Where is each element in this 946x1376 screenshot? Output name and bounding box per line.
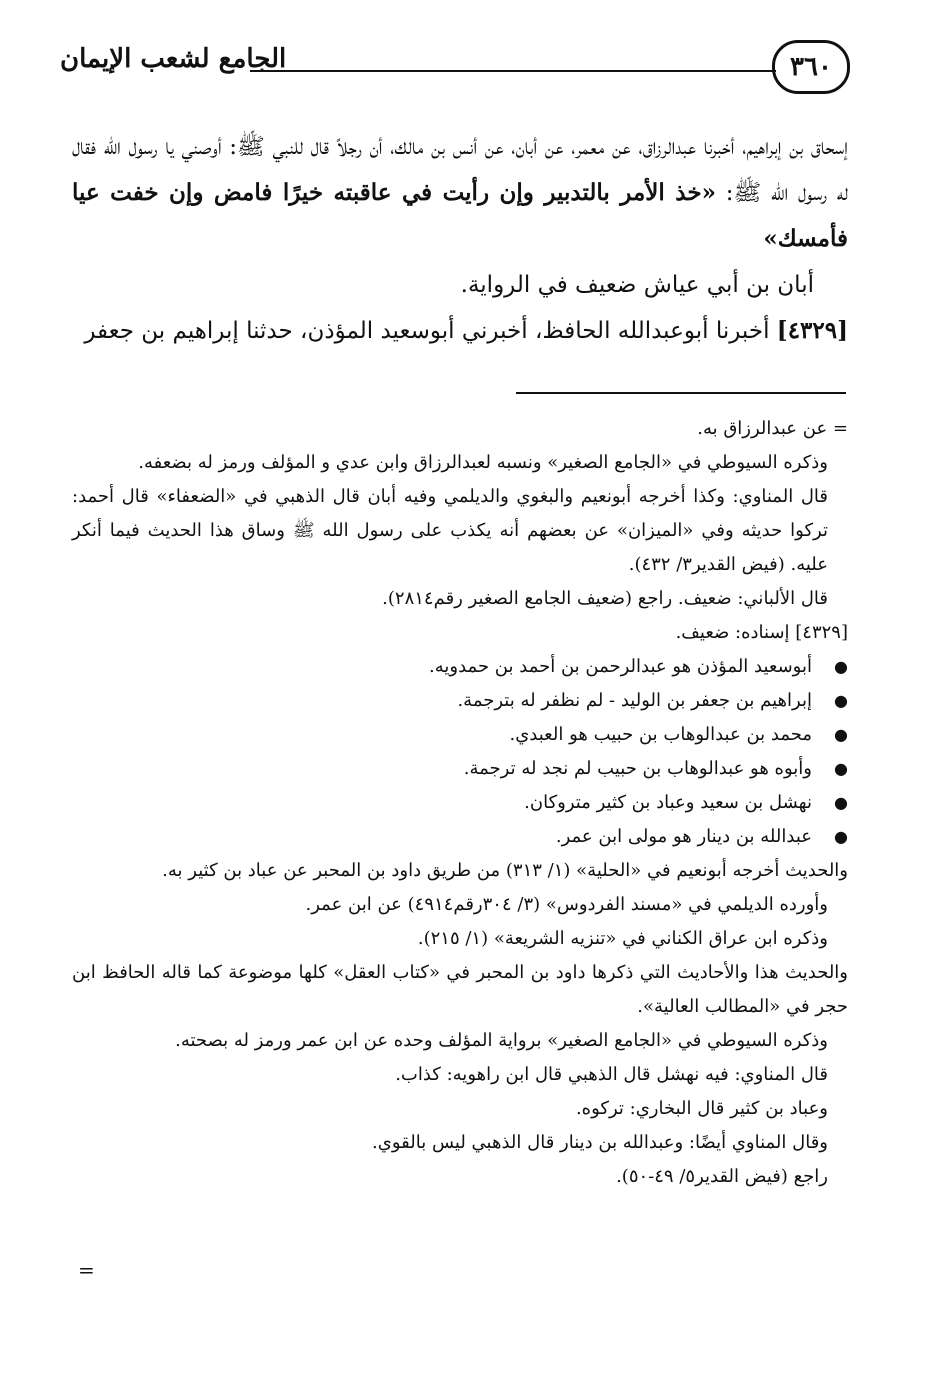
footnote-separator bbox=[516, 392, 846, 394]
footnote-line: راجع (فيض القدير٥/ ٤٩-٥٠). bbox=[616, 1166, 828, 1187]
bullet-icon: ● bbox=[834, 691, 848, 710]
footnote-line: وقال المناوي أيضًا: وعبدالله بن دينار قال الذهبي ليس بالقوي. bbox=[372, 1132, 828, 1153]
list-item-text: أبوسعيد المؤذن هو عبدالرحمن بن أحمد بن حمدويه. bbox=[429, 656, 812, 677]
main-paragraph-3 bbox=[72, 308, 848, 354]
page-header bbox=[60, 40, 850, 104]
footnote-line: = عن عبدالرزاق به. bbox=[697, 418, 848, 439]
bullet-icon: ● bbox=[834, 657, 848, 676]
footnotes bbox=[72, 412, 848, 1194]
bullet-icon: ● bbox=[834, 759, 848, 778]
hadith-number: [٤٣٢٩] bbox=[776, 317, 848, 344]
list-item bbox=[72, 650, 848, 684]
page-number: ٣٦٠ bbox=[772, 40, 850, 94]
hadith-text: «خذ الأمر بالتدبير وإن رأيت في عاقبته خيرًا فامض وإن خفت عيا فأمسك» bbox=[72, 179, 848, 252]
footnote-line: [٤٣٢٩] إسناده: ضعيف. bbox=[675, 622, 848, 643]
list-item-text: نهشل بن سعيد وعباد بن كثير متروكان. bbox=[524, 792, 812, 813]
footnote-line: قال المناوي: فيه نهشل قال الذهبي قال ابن راهويه: كذاب. bbox=[395, 1064, 828, 1085]
footnote-line: وعباد بن كثير قال البخاري: تركوه. bbox=[575, 1098, 828, 1119]
header-rule bbox=[250, 70, 776, 72]
bullet-icon: ● bbox=[834, 725, 848, 744]
main-paragraph-3-text: أخبرنا أبوعبدالله الحافظ، أخبرني أبوسعيد المؤذن، حدثنا إبراهيم بن جعفر bbox=[84, 318, 777, 344]
list-item-text: عبدالله بن دينار هو مولى ابن عمر. bbox=[555, 826, 812, 847]
main-paragraph-1-text: إسحاق بن إبراهيم، أخبرنا عبدالرزاق، عن معمر، عن أبان، عن أنس بن مالك، أن رجلاً قال للنبي ﷺ: أوصني يا رسول الله فقال له رسول الله ﷺ: bbox=[72, 134, 848, 206]
bullet-icon: ● bbox=[834, 793, 848, 812]
footnote-line: وذكره ابن عراق الكناني في «تنزيه الشريعة» (١/ ٢١٥). bbox=[417, 928, 828, 949]
list-item bbox=[72, 684, 848, 718]
footnote-line: والحديث أخرجه أبونعيم في «الحلية» (١/ ٣١٣) من طريق داود بن المحبر عن عباد بن كثير به. bbox=[162, 860, 848, 881]
list-item bbox=[72, 752, 848, 786]
narrator-list bbox=[72, 650, 848, 854]
list-item-text: محمد بن عبدالوهاب بن حبيب هو العبدي. bbox=[509, 724, 812, 745]
footnote-line: وأورده الديلمي في «مسند الفردوس» (٣/ ٣٠٤رقم٤٩١٤) عن ابن عمر. bbox=[305, 894, 828, 915]
main-text bbox=[72, 124, 848, 354]
footnote-line: وذكره السيوطي في «الجامع الصغير» ونسبه لعبدالرزاق وابن عدي و المؤلف ورمز له بضعفه. bbox=[138, 452, 828, 473]
footnote-line: والحديث هذا والأحاديث التي ذكرها داود بن المحبر في «كتاب العقل» كلها موضوعة كما قاله الحافظ ابن حجر في «المطالب العالية». bbox=[72, 962, 848, 1017]
list-item bbox=[72, 820, 848, 854]
list-item bbox=[72, 786, 848, 820]
footnote-line: قال المناوي: وكذا أخرجه أبونعيم والبغوي والديلمي وفيه أبان قال الذهبي في «الضعفاء» قال أحمد: تركوا حديثه وفي «الميزان» عن بعضهم أنه يكذب على رسول الله ﷺ وساق هذا الحديث فيما أنكر عليه. (فيض القدير٣/ ٤٣٢). bbox=[72, 486, 828, 575]
list-item bbox=[72, 718, 848, 752]
footnote-line: قال الألباني: ضعيف. راجع (ضعيف الجامع الصغير رقم٢٨١٤). bbox=[382, 588, 828, 609]
footnote-line: وذكره السيوطي في «الجامع الصغير» برواية المؤلف وحده عن ابن عمر ورمز له بصحته. bbox=[175, 1030, 828, 1051]
main-paragraph-1 bbox=[72, 124, 848, 262]
main-paragraph-2: أبان بن أبي عياش ضعيف في الرواية. bbox=[460, 272, 814, 298]
list-item-text: وأبوه هو عبدالوهاب بن حبيب لم نجد له ترجمة. bbox=[463, 758, 812, 779]
bullet-icon: ● bbox=[834, 827, 848, 846]
list-item-text: إبراهيم بن جعفر بن الوليد - لم نظفر له بترجمة. bbox=[457, 690, 812, 711]
continuation-mark: = bbox=[78, 1258, 95, 1282]
book-title: الجامع لشعب الإيمان bbox=[60, 44, 287, 74]
